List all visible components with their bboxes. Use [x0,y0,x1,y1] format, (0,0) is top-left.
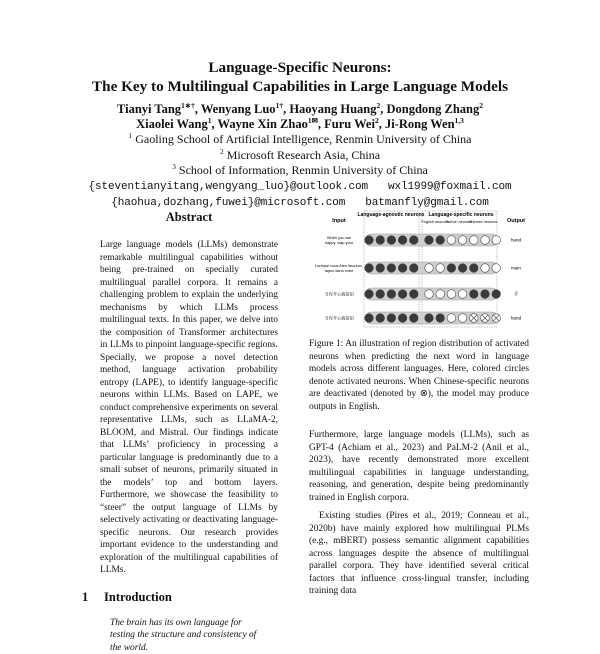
author-name: Tianyi Tang [117,102,181,116]
author-line-1: Tianyi Tang$^{1∗\dagger}$, Wenyang Luo$^{1\dagger}$, Haoyang Huang$^2$, Dongdong Zhang$^2$ [0,102,600,117]
paragraph-2: Existing studies (Pires et al., 2019; Conneau et al., 2020b) have mainly explored how multilingual PLMs (e.g., mBERT) possess semantic alignment capabilities across languages despite the absence of multilingual parallel corpora. They have identified several critical factors that influence cross-lingual transfer, including training data [309,510,529,598]
author-name: Furu Wei [324,117,375,131]
activated-neuron [365,236,374,245]
affiliation-line [0,148,600,164]
activated-neuron [410,290,419,299]
row-output: hand [511,316,522,321]
activated-neuron [410,264,419,273]
author-name: Wayne Xin Zhao [218,117,308,131]
inactive-neuron [492,236,501,245]
activated-neuron [376,264,385,273]
epigraph-quote: The brain has its own language for testing the structure and consistency of the world. [110,617,262,654]
inactive-neuron [425,264,434,273]
author-affil-mark: 1,3 [455,116,464,125]
author-affil-mark: 2 [479,101,483,110]
activated-neuron [447,264,456,273]
right-column [309,210,529,604]
activated-neuron [425,314,434,323]
activated-neuron [387,290,396,299]
inactive-neuron [458,314,467,323]
inactive-neuron [447,290,456,299]
activated-neuron [376,314,385,323]
activated-neuron [470,264,479,273]
activated-neuron [376,236,385,245]
sub-english: English neurons [421,220,448,224]
activated-neuron [398,264,407,273]
inactive-neuron [492,264,501,273]
author-list [0,102,600,132]
header-output: Output [507,218,525,224]
inactive-neuron [481,236,490,245]
affiliation-text: School of Information, Renmin University of China [176,163,428,177]
sub-chinese: Chinese neurons [469,220,498,224]
activated-neuron [365,290,374,299]
paragraph-1: Furthermore, large language models (LLMs), such as GPT-4 (Achiam et al., 2023) and PaLM-2 (Anil et al., 2023), have recently demonstrated more excellent multilingual capabilities in language understanding, reasoning, and generation, despite being predominantly trained in English corpora. [309,429,529,504]
activated-neuron [387,264,396,273]
affiliation-mark: 2 [220,147,224,156]
author-affil-mark: 1∗† [181,101,195,110]
email-1a: {steventianyitang,wengyang_luo}@outlook.com [88,181,368,193]
affiliation-text: Microsoft Research Asia, China [224,148,380,162]
sub-french: French neurons [446,220,473,224]
section-title: Introduction [104,590,172,604]
title-line-2: The Key to Multilingual Capabilities in Large Language Models [0,77,600,96]
activated-neuron [365,264,374,273]
author-affil-mark: 2 [375,116,379,125]
row-input: When you are [327,235,351,240]
affiliation-line [0,163,600,179]
header-input: Input [332,218,346,224]
affiliation-mark: 3 [172,162,176,171]
row-input: happy, clap your [325,240,354,245]
activated-neuron [410,314,419,323]
affiliation-mark: 1 [128,131,132,140]
header-specific: Language-specific neurons [428,212,493,218]
author-affil-mark: 1† [276,101,284,110]
author-affil-mark: 2 [377,101,381,110]
row-input: 当你开心就拍拍 [324,291,353,298]
row-input: tapez dans votre [325,268,354,273]
row-input: Lorsque vous êtes heureux, [315,263,363,268]
author-affil-mark: 1✉ [308,116,318,125]
row-input: 当你开心就拍拍 [324,315,353,322]
inactive-neuron [447,236,456,245]
inactive-neuron [447,314,456,323]
inactive-neuron [458,290,467,299]
author-name: Xiaolei Wang [136,117,208,131]
inactive-neuron [458,236,467,245]
email-1b: wxl1999@foxmail.com [388,181,512,193]
activated-neuron [376,290,385,299]
inactive-neuron [481,264,490,273]
email-line-1 [0,179,600,195]
activated-neuron [398,290,407,299]
figure-caption: Figure 1: An illustration of region distribution of activated neurons when predicting the next word in language models across different languages. Here, colored circles denote activated neurons. When Chinese-specific neurons are deactivated (denoted by ⊗), the model may produce outputs in English. [309,338,529,413]
affiliations [0,132,600,179]
paper-header [0,58,600,211]
section-number: 1 [82,590,104,605]
activated-neuron [492,290,501,299]
author-name: Wenyang Luo [201,102,276,116]
author-name: Ji-Rong Wen [385,117,455,131]
neuron-diagram [309,210,529,330]
email-2a: {haohua,dozhang,fuwei}@microsoft.com [111,197,345,209]
activated-neuron [398,314,407,323]
header-agnostic: Language-agnostic neurons [358,212,425,218]
activated-neuron [425,236,434,245]
inactive-neuron [425,290,434,299]
activated-neuron [365,314,374,323]
affiliation-line [0,132,600,148]
activated-neuron [410,236,419,245]
activated-neuron [458,264,467,273]
activated-neuron [470,290,479,299]
email-block [0,179,600,211]
left-column [82,210,296,654]
email-2b: batmanfly@gmail.com [365,197,489,209]
abstract-heading: Abstract [82,210,296,225]
activated-neuron [436,314,445,323]
title-line-1: Language-Specific Neurons: [0,58,600,77]
inactive-neuron [470,236,479,245]
author-name: Haoyang Huang [289,102,376,116]
activated-neuron [398,236,407,245]
affiliation-text: Gaoling School of Artificial Intelligence, Renmin University of China [132,132,471,146]
activated-neuron [481,290,490,299]
activated-neuron [387,236,396,245]
abstract-text: Large language models (LLMs) demonstrate remarkable multilingual capabilities without being pre-trained on specially curated multilingual parallel corpora. It remains a challenging problem to explain the underlying mechanisms by which LLMs process multilingual texts. In this paper, we delve into the composition of Transformer architectures in LLMs to pinpoint language-specific regions. Specially, we propose a novel detection method, language activation probability entropy (LAPE), to identify language-specific neurons within LLMs. Based on LAPE, we conduct comprehensive experiments on several representative LLMs, such as LLaMA-2, BLOOM, and Mistral. Our findings indicate that LLMs’ proficiency in processing a particular language is predominantly due to a small subset of neurons, primarily situated in the models’ top and bottom layers. Furthermore, we showcase the feasibility to “steer” the output language of LLMs by selectively activating or deactivating language-specific neurons. Our research provides important evidence to the understanding and exploration of the multilingual capabilities of LLMs. [100,239,278,577]
author-name: Dongdong Zhang [387,102,480,116]
intro-heading [82,590,296,605]
inactive-neuron [436,264,445,273]
author-affil-mark: 1 [208,116,212,125]
body-text [309,429,529,598]
figure-1 [309,210,529,330]
activated-neuron [436,236,445,245]
activated-neuron [387,314,396,323]
row-output: 手 [514,291,519,298]
row-output: hand [511,238,522,243]
author-line-2: Xiaolei Wang$^1$, Wayne Xin Zhao$^{1✉}$, Furu Wei$^2$, Ji-Rong Wen$^{1,3}$ [0,117,600,132]
paper-title [0,58,600,96]
email-line-2 [0,195,600,211]
inactive-neuron [436,290,445,299]
row-output: main [511,266,521,271]
